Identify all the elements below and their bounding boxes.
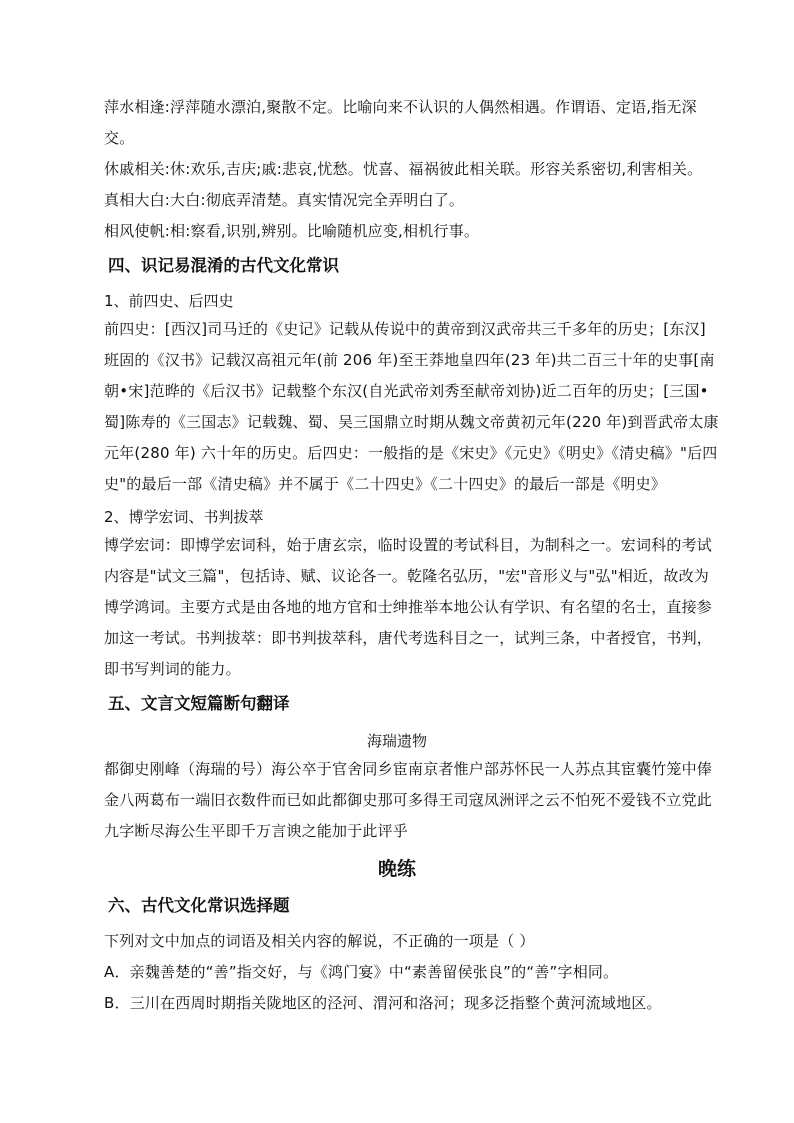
passage-title: 海瑞遗物 bbox=[366, 732, 427, 750]
option-b: B．三川在西周时期指关陇地区的泾河、渭河和洛河；现多泛指整个黄河流域地区。 bbox=[104, 994, 662, 1012]
section-5-heading: 五、文言文短篇断句翻译 bbox=[108, 694, 290, 713]
option-a: A．亲魏善楚的“善”指交好，与《鸿门宴》中“素善留侯张良”的“善”字相同。 bbox=[104, 963, 619, 981]
section-4-heading: 四、识记易混淆的古代文化常识 bbox=[108, 256, 339, 275]
section-4-item-1-title: 1、前四史、后四史 bbox=[104, 292, 234, 310]
section-6-heading: 六、古代文化常识选择题 bbox=[108, 896, 290, 915]
section-4-item-2-title: 2、博学宏词、书判拔萃 bbox=[104, 508, 264, 526]
section-4-item-2-text: 博学宏词：即博学宏词科，始于唐玄宗，临时设置的考试科目，为制科之一。宏词科的考试内容是"试文三篇"，包括诗、赋、议论各一。乾隆名弘历，"宏"音形义与"弘"相近，故改为博学鸿词。主要方式是由各地的地方官和士绅推举本地公认有学识、有名望的名士，直接参加这一考试。书判拔萃：即书判拔萃科，唐代考选科目之一，试判三条，中者授官，书判，即书写判词的能力。 bbox=[104, 536, 713, 678]
idiom-zhenxiang: 真相大白:大白:彻底弄清楚。真实情况完全弄明白了。 bbox=[104, 191, 465, 209]
idiom-pingshui: 萍水相逢:浮萍随水漂泊,聚散不定。比喻向来不认识的人偶然相遇。作谓语、定语,指无深交。 bbox=[104, 98, 697, 147]
idiom-xiuqi: 休戚相关:休:欢乐,吉庆;戚:悲哀,忧愁。忧喜、福祸彼此相关联。形容关系密切,利害相关。 bbox=[104, 160, 703, 178]
evening-practice-title: 晚练 bbox=[377, 858, 416, 880]
idiom-xiangfeng: 相风使帆:相:察看,识别,辨别。比喻随机应变,相机行事。 bbox=[104, 222, 480, 240]
passage-text: 都御史刚峰（海瑞的号）海公卒于官舍同乡宦南京者惟户部苏怀民一人苏点其宦囊竹笼中俸金八两葛布一端旧衣数件而已如此都御史那可多得王司寇凤洲评之云不怕死不爱钱不立党此九字断尽海公生平即千万言谀之能加于此评乎 bbox=[104, 760, 713, 840]
section-4-item-1-text: 前四史：[西汉]司马迁的《史记》记载从传说中的黄帝到汉武帝共三千多年的历史；[东汉]班固的《汉书》记载汉高祖元年(前 206 年)至王莽地皇四年(23 年)共二百三十年的史事[南朝•宋]范晔的《后汉书》记载整个东汉(自光武帝刘秀至献帝刘协)近二百年的历史；[三国•蜀]陈寿的《三国志》记载魏、蜀、吴三国鼎立时期从魏文帝黄初元年(220 年)到晋武帝太康元年(280 年) 六十年的历史。后四史：一般指的是《宋史》《元史》《明史》《清史稿》"后四史"的最后一部《清史稿》并不属于《二十四史》《二十四史》的最后一部是《明史》 bbox=[104, 320, 719, 493]
question-text: 下列对文中加点的词语及相关内容的解说，不正确的一项是（ ） bbox=[104, 932, 535, 950]
